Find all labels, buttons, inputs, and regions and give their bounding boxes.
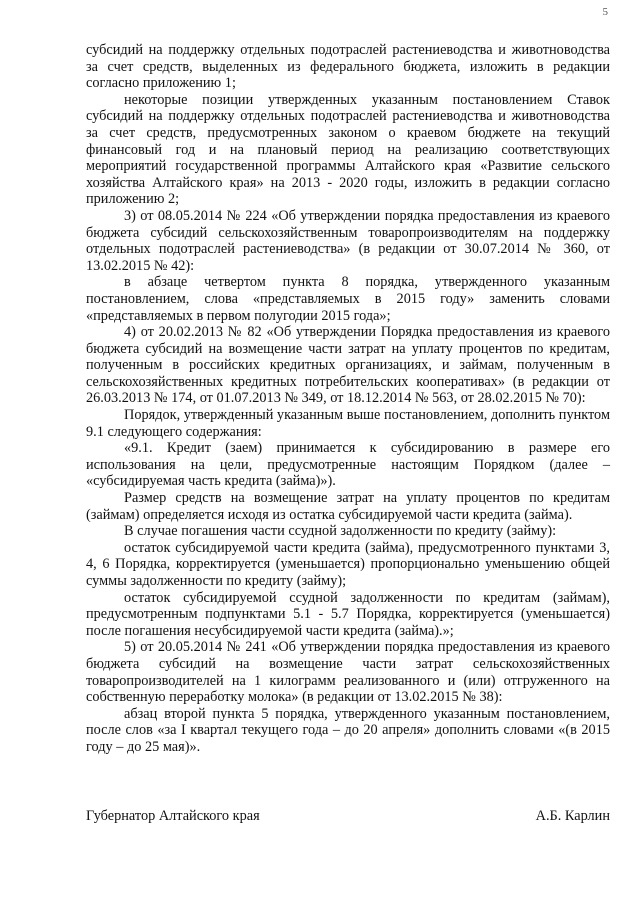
paragraph: некоторые позиции утвержденных указанным постановлением Ставок субсидий на поддержку отдельных подотраслей растениеводства и животноводства за счет средств, предусмотренных законом о краевом бюджете на текущий финансовый год и на плановый период на реализацию соответствующих мероприятий государственной программы Алтайского края «Развитие сельского хозяйства Алтайского края» на 2013 - 2020 годы, изложить в редакции согласно приложению 2; [86, 91, 610, 208]
paragraph: В случае погашения части ссудной задолженности по кредиту (займу): [124, 523, 557, 540]
paragraph: в абзаце четвертом пункта 8 порядка, утвержденного указанным постановлением, слова «представляемых в 2015 году» заменить словами «представляемых в первом полугодии 2015 года»; [86, 274, 610, 324]
signatory-name: А.Б. Карлин [535, 808, 610, 824]
paragraph: субсидий на поддержку отдельных подотраслей растениеводства и животноводства за счет средств, выделенных из федерального бюджета, изложить в редакции согласно приложению 1; [86, 42, 610, 92]
signature-block [86, 808, 610, 825]
page-number: 5 [602, 6, 608, 18]
paragraph: Размер средств на возмещение затрат на уплату процентов по кредитам (займам) определяется исходя из остатка субсидируемой части кредита (займа). [86, 490, 610, 523]
document-body [86, 42, 610, 756]
paragraph: абзац второй пункта 5 порядка, утвержденного указанным постановлением, после слов «за I квартал текущего года – до 20 апреля» дополнить словами «(в 2015 году – до 25 мая)». [86, 705, 610, 755]
paragraph: 3) от 08.05.2014 № 224 «Об утверждении порядка предоставления из краевого бюджета субсидий сельскохозяйственным товаропроизводителям на поддержку отдельных подотраслей растениеводства» (в редакции от 30.07.2014 № 360, от 13.02.2015 № 42): [86, 207, 610, 274]
paragraph: 4) от 20.02.2013 № 82 «Об утверждении Порядка предоставления из краевого бюджета субсидий на возмещение части затрат на уплату процентов по кредитам, полученным в российских кредитных организациях, и займам, полученным в сельскохозяйственных кредитных потребительских кооперативах» (в редакции от 26.03.2013 № 174, от 01.07.2013 № 349, от 18.12.2014 № 563, от 28.02.2015 № 70): [86, 324, 610, 407]
signatory-position: Губернатор Алтайского края [86, 808, 260, 824]
paragraph: Порядок, утвержденный указанным выше постановлением, дополнить пунктом 9.1 следующего содержания: [86, 407, 610, 440]
paragraph: «9.1. Кредит (заем) принимается к субсидированию в размере его использования на цели, предусмотренные настоящим Порядком (далее – «субсидируемая часть кредита (займа)»). [86, 440, 610, 490]
paragraph: остаток субсидируемой ссудной задолженности по кредитам (займам), предусмотренным подпунктами 5.1 - 5.7 Порядка, корректируется (уменьшается) после погашения несубсидируемой части кредита (займа).»; [86, 589, 610, 639]
paragraph: 5) от 20.05.2014 № 241 «Об утверждении порядка предоставления из краевого бюджета субсидий на возмещение части затрат сельскохозяйственных товаропроизводителей на 1 килограмм реализованного и (или) отгруженного на собственную переработку молока» (в редакции от 13.02.2015 № 38): [86, 639, 610, 706]
paragraph: остаток субсидируемой части кредита (займа), предусмотренного пунктами 3, 4, 6 Порядка, корректируется (уменьшается) пропорционально уменьшению общей суммы задолженности по кредиту (займу); [86, 539, 610, 589]
